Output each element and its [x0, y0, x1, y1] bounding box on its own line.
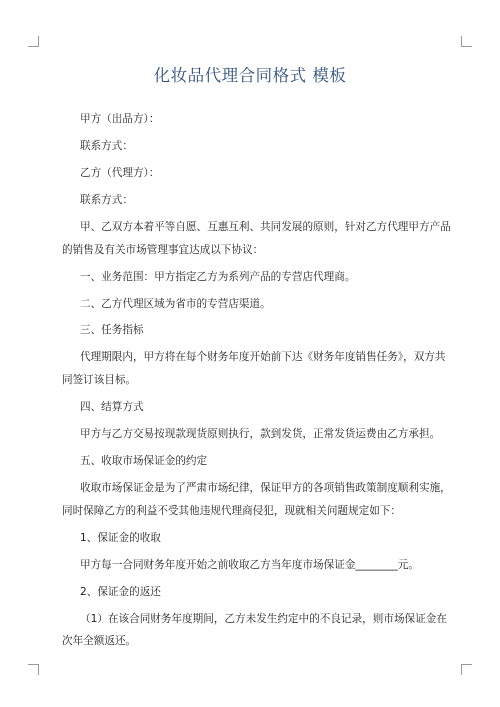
heading-task-targets: 三、任务指标 — [80, 324, 144, 337]
crop-mark-bottom-left — [28, 664, 39, 675]
document-body — [62, 108, 452, 653]
clause-business-scope: 一、业务范围：甲方指定乙方为系列产品的专营店代理商。 — [80, 270, 356, 283]
heading-deposit-return: 2、保证金的返还 — [80, 585, 161, 598]
clause-deposit-collection: 甲方每一合同财务年度开始之前收取乙方当年度市场保证金________元。 — [80, 558, 419, 571]
party-a-label: 甲方（出品方）： — [80, 113, 160, 125]
heading-deposit-collection: 1、保证金的收取 — [80, 531, 161, 544]
clause-settlement: 甲方与乙方交易按现款现货原则执行，款到发货，正常发货运费由乙方承担。 — [80, 428, 441, 441]
party-b-contact: 联系方式： — [80, 193, 133, 206]
crop-mark-top-left — [28, 36, 39, 47]
clause-agency-region: 二、乙方代理区域为省市的专营店渠道。 — [80, 297, 271, 310]
crop-mark-top-right — [461, 36, 472, 47]
heading-deposit: 五、收取市场保证金的约定 — [80, 455, 208, 468]
clause-deposit-return: （1）在该合同财务年度期间，乙方未发生约定中的不良记录，则市场保证金在次年全额返还。 — [62, 612, 447, 648]
heading-settlement: 四、结算方式 — [80, 401, 144, 414]
agreement-intro: 甲、乙双方本着平等自愿、互惠互利、共同发展的原则，针对乙方代理甲方产品的销售及有关市场管理事宜达成以下协议： — [62, 220, 451, 256]
crop-mark-bottom-right — [461, 664, 472, 675]
party-a-contact: 联系方式： — [80, 139, 133, 152]
clause-task-targets: 代理期限内，甲方将在每个财务年度开始前下达《财务年度销售任务》，双方共同签订该目标。 — [62, 351, 446, 387]
document-title: 化妆品代理合同格式 模板 — [153, 66, 347, 85]
clause-deposit-purpose: 收取市场保证金是为了严肃市场纪律，保证甲方的各项销售政策制度顺利实施，同时保障乙方的利益不受其他违规代理商侵犯，现就相关问题规定如下： — [62, 482, 451, 517]
party-b-label: 乙方（代理方）： — [80, 166, 160, 179]
